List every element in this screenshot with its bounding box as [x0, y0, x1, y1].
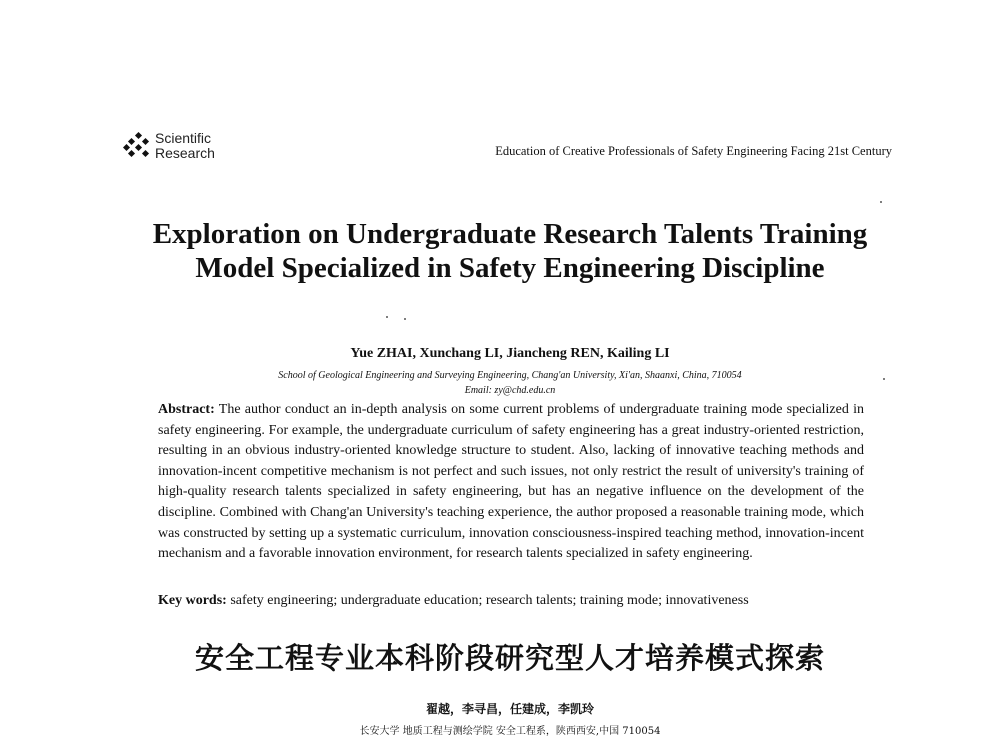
scan-speck	[880, 201, 882, 203]
author-email: Email: zy@chd.edu.cn	[464, 385, 556, 396]
keywords-label: Key words:	[158, 593, 227, 608]
author-list: Yue ZHAI, Xunchang LI, Jiancheng REN, Kailing LI	[350, 346, 670, 361]
scan-speck	[386, 316, 388, 318]
scan-speck	[404, 318, 406, 320]
logo-line-2: Research	[155, 145, 215, 161]
chinese-author-list: 翟越，李寻昌，任建成，李凯玲	[425, 702, 594, 716]
paper-title: Exploration on Undergraduate Research Talents Training Model Specialized in Safety Engineering Discipline	[152, 218, 868, 284]
chinese-title: 安全工程专业本科阶段研究型人才培养模式探索	[194, 641, 825, 675]
scientific-research-logo-icon	[123, 131, 153, 161]
publisher-logo	[123, 131, 215, 161]
keywords-text: safety engineering; undergraduate education; research talents; training mode; innovativeness	[230, 593, 749, 608]
logo-text	[155, 131, 215, 161]
abstract	[158, 400, 864, 565]
abstract-label: Abstract:	[158, 402, 215, 417]
scan-speck	[883, 378, 885, 380]
logo-line-1: Scientific	[155, 130, 212, 146]
abstract-text: The author conduct an in-depth analysis on some current problems of undergraduate training mode specialized in safety engineering. For example, the undergraduate curriculum of safety engineering has a great industry-oriented restriction, resulting in an obvious industry-oriented knowledge structure to student. Also, lacking of innovative teaching methods and innovation-incent competitive mechanism is not perfect and such issues, not only restrict the result of university's training of high-quality research talents specialized in safety engineering, but has an negative influence on the development of the discipline. Combined with Chang'an University's teaching experience, the author proposed a reasonable training mode, which was constructed by setting up a systematic curriculum, innovation consciousness-inspired teaching method, innovation-incent mechanism and a favorable innovation environment, for research talents specialized in safety engineering.	[158, 402, 864, 562]
keywords	[158, 593, 864, 609]
chinese-affiliation: 长安大学 地质工程与测绘学院 安全工程系，陕西西安,中国 710054	[359, 726, 661, 737]
running-head: Education of Creative Professionals of Safety Engineering Facing 21st Century	[495, 144, 892, 158]
author-affiliation: School of Geological Engineering and Surveying Engineering, Chang'an University, Xi'an, Shaanxi, China, 710054	[278, 370, 742, 381]
